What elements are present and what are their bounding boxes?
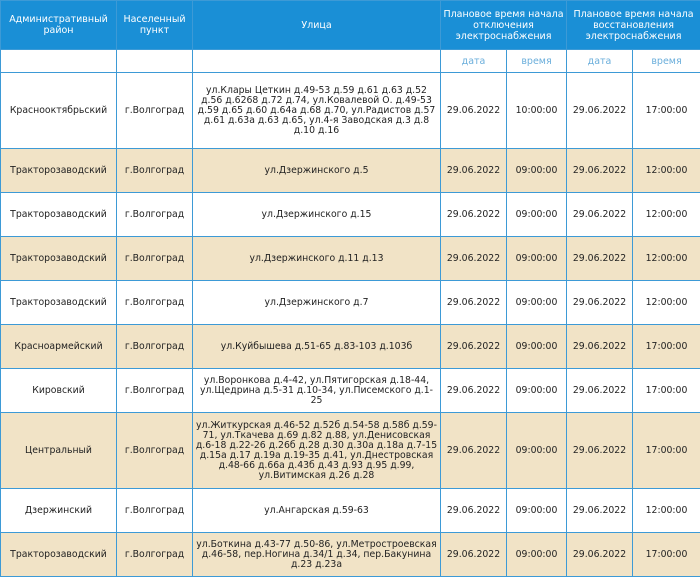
cell-locality: г.Волгоград: [117, 369, 193, 413]
cell-district: Дзержинский: [1, 489, 117, 533]
header-restore-time: Плановое время начала восстановления электроснабжения: [567, 1, 700, 50]
cell-on-date: 29.06.2022: [567, 413, 633, 489]
header-off-time: Плановое время начала отключения электроснабжения: [441, 1, 567, 50]
cell-district: Тракторозаводский: [1, 149, 117, 193]
cell-on-time: 12:00:00: [633, 489, 700, 533]
table-row: [1, 73, 700, 149]
subheader-off-time: время: [507, 50, 567, 73]
table-row: [1, 369, 700, 413]
cell-on-date: 29.06.2022: [567, 149, 633, 193]
cell-on-date: 29.06.2022: [567, 369, 633, 413]
cell-on-date: 29.06.2022: [567, 281, 633, 325]
cell-street: ул.Воронкова д.4-42, ул.Пятигорская д.18-44, ул.Щедрина д.5-31 д.10-34, ул.Писемского д.1-25: [193, 369, 441, 413]
cell-off-time: 09:00:00: [507, 369, 567, 413]
cell-locality: г.Волгоград: [117, 237, 193, 281]
cell-street: ул.Куйбышева д.51-65 д.83-103 д.103б: [193, 325, 441, 369]
cell-off-time: 09:00:00: [507, 149, 567, 193]
cell-on-time: 12:00:00: [633, 281, 700, 325]
cell-locality: г.Волгоград: [117, 193, 193, 237]
cell-off-time: 09:00:00: [507, 413, 567, 489]
table-row: [1, 325, 700, 369]
cell-off-date: 29.06.2022: [441, 193, 507, 237]
cell-off-date: 29.06.2022: [441, 149, 507, 193]
cell-district: Краснооктябрьский: [1, 73, 117, 149]
subheader-off-date: дата: [441, 50, 507, 73]
table-row: [1, 193, 700, 237]
cell-off-date: 29.06.2022: [441, 489, 507, 533]
cell-off-date: 29.06.2022: [441, 369, 507, 413]
cell-off-time: 09:00:00: [507, 489, 567, 533]
header-locality: Населенный пункт: [117, 1, 193, 50]
cell-off-time: 09:00:00: [507, 193, 567, 237]
cell-district: Кировский: [1, 369, 117, 413]
table-row: [1, 413, 700, 489]
cell-off-date: 29.06.2022: [441, 237, 507, 281]
cell-on-time: 12:00:00: [633, 193, 700, 237]
cell-on-date: 29.06.2022: [567, 533, 633, 577]
cell-street: ул.Дзержинского д.11 д.13: [193, 237, 441, 281]
cell-on-time: 12:00:00: [633, 149, 700, 193]
cell-on-time: 12:00:00: [633, 237, 700, 281]
cell-street: ул.Дзержинского д.5: [193, 149, 441, 193]
cell-locality: г.Волгоград: [117, 533, 193, 577]
table-row: [1, 533, 700, 577]
cell-district: Центральный: [1, 413, 117, 489]
subheader-on-time: время: [633, 50, 700, 73]
cell-district: Тракторозаводский: [1, 237, 117, 281]
cell-off-date: 29.06.2022: [441, 533, 507, 577]
subheader-blank-locality: [117, 50, 193, 73]
subheader-on-date: дата: [567, 50, 633, 73]
cell-on-time: 17:00:00: [633, 533, 700, 577]
table-row: [1, 489, 700, 533]
cell-locality: г.Волгоград: [117, 281, 193, 325]
cell-locality: г.Волгоград: [117, 325, 193, 369]
cell-on-date: 29.06.2022: [567, 489, 633, 533]
cell-locality: г.Волгоград: [117, 413, 193, 489]
header-row: [1, 1, 700, 50]
cell-off-time: 09:00:00: [507, 325, 567, 369]
cell-locality: г.Волгоград: [117, 489, 193, 533]
cell-on-date: 29.06.2022: [567, 193, 633, 237]
cell-off-time: 09:00:00: [507, 237, 567, 281]
cell-district: Тракторозаводский: [1, 281, 117, 325]
cell-on-time: 17:00:00: [633, 413, 700, 489]
cell-street: ул.Ангарская д.59-63: [193, 489, 441, 533]
cell-locality: г.Волгоград: [117, 149, 193, 193]
cell-off-time: 09:00:00: [507, 533, 567, 577]
cell-street: ул.Житкурская д.46-52 д.52б д.54-58 д.58б д.59-71, ул.Ткачева д.69 д.82 д.88, ул.Денисовская д.6-18 д.22-26 д.26б д.28 д.30 д.30а д.18а д.7-15 д.15а д.17 д.19а д.19-35 д.41, ул.Днестровская д.48-66 д.66а д.43б д.43 д.93 д.95 д.99, ул.Витимская д.26 д.28: [193, 413, 441, 489]
cell-street: ул.Дзержинского д.15: [193, 193, 441, 237]
cell-on-date: 29.06.2022: [567, 237, 633, 281]
cell-district: Тракторозаводский: [1, 533, 117, 577]
table-row: [1, 237, 700, 281]
cell-on-date: 29.06.2022: [567, 325, 633, 369]
header-street: Улица: [193, 1, 441, 50]
subheader-blank-district: [1, 50, 117, 73]
cell-off-date: 29.06.2022: [441, 325, 507, 369]
cell-district: Тракторозаводский: [1, 193, 117, 237]
cell-street: ул.Боткина д.43-77 д.50-86, ул.Метростроевская д.46-58, пер.Ногина д.34/1 д.34, пер.Бакунина д.23 д.23а: [193, 533, 441, 577]
cell-off-date: 29.06.2022: [441, 281, 507, 325]
cell-on-date: 29.06.2022: [567, 73, 633, 149]
cell-on-time: 17:00:00: [633, 369, 700, 413]
cell-off-time: 09:00:00: [507, 281, 567, 325]
table-row: [1, 281, 700, 325]
cell-street: ул.Клары Цеткин д.49-53 д.59 д.61 д.63 д.52 д.56 д.6268 д.72 д.74, ул.Ковалевой О. д.49-53 д.59 д.65 д.60 д.64а д.68 д.70, ул.Радистов д.57 д.61 д.63а д.63 д.65, ул.4-я Заводская д.3 д.8 д.10 д.16: [193, 73, 441, 149]
cell-on-time: 17:00:00: [633, 73, 700, 149]
cell-off-date: 29.06.2022: [441, 413, 507, 489]
table-row: [1, 149, 700, 193]
header-district: Административный район: [1, 1, 117, 50]
subheader-row: [1, 50, 700, 73]
cell-district: Красноармейский: [1, 325, 117, 369]
cell-locality: г.Волгоград: [117, 73, 193, 149]
subheader-blank-street: [193, 50, 441, 73]
cell-on-time: 17:00:00: [633, 325, 700, 369]
cell-street: ул.Дзержинского д.7: [193, 281, 441, 325]
cell-off-time: 10:00:00: [507, 73, 567, 149]
cell-off-date: 29.06.2022: [441, 73, 507, 149]
